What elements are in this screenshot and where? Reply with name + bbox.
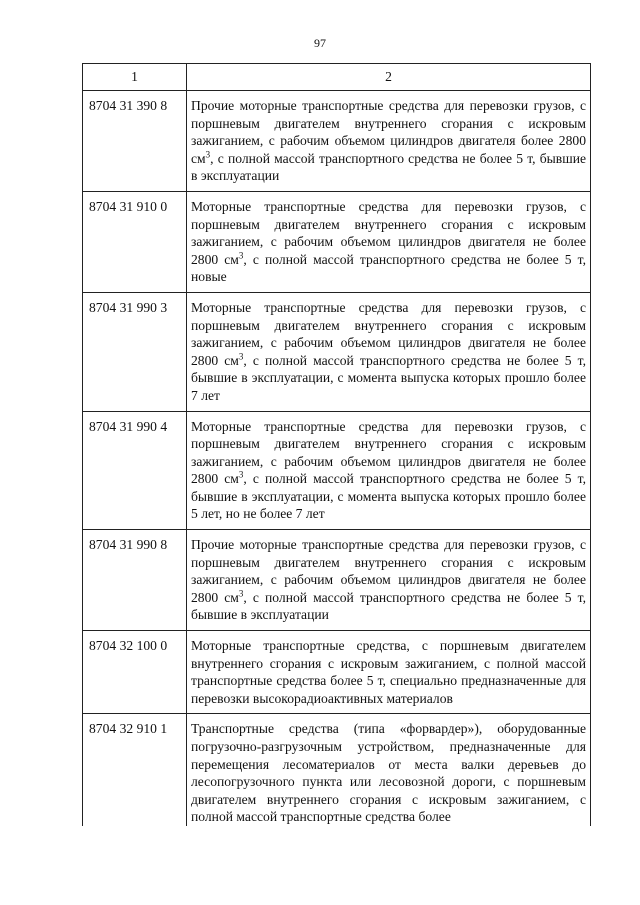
superscript: 3 [238, 351, 244, 362]
table-row [83, 411, 591, 530]
table-header-row [83, 64, 591, 91]
row-description [187, 292, 591, 411]
row-description-text: Моторные транспортные средства для перевозки грузов, с поршневым двигателем внутреннего сгорания с искровым зажиганием, с рабочим объемом цилиндров двигателя не более 2800 см [191, 198, 586, 267]
row-code: 8704 32 100 0 [83, 631, 187, 714]
page-number: 97 [314, 36, 326, 50]
row-code: 8704 31 990 3 [83, 292, 187, 411]
table-row [83, 91, 591, 192]
row-description [187, 714, 591, 826]
row-description-text-tail: , с полной массой транспортного средства не более 5 т, бывшие в эксплуатации [191, 150, 586, 184]
row-description-text: Моторные транспортные средства для перевозки грузов, с поршневым двигателем внутреннего сгорания с искровым зажиганием, с рабочим объемом цилиндров двигателя не более 2800 см [191, 299, 586, 368]
row-description [187, 191, 591, 292]
table-row [83, 631, 591, 714]
superscript: 3 [238, 250, 244, 261]
row-description [187, 91, 591, 192]
column-header-description: 2 [187, 64, 591, 91]
row-description-text: Прочие моторные транспортные средства для перевозки грузов, с поршневым двигателем внутреннего сгорания с искровым зажиганием, с рабочим объемом цилиндров двигателя более 2800 см [191, 98, 586, 166]
row-description [187, 411, 591, 530]
row-code: 8704 31 990 8 [83, 530, 187, 631]
row-code: 8704 31 990 4 [83, 411, 187, 530]
tariff-code-table [82, 63, 591, 826]
row-code: 8704 31 910 0 [83, 191, 187, 292]
row-description-text: Транспортные средства (типа «форвардер»), оборудованные погрузочно-разгрузочным устройством, предназначенные для перемещения лесоматериалов от места валки деревьев до лесопогрузочного пункта или лесовозной дороги, с поршневым двигателем внутреннего сгорания с искровым зажиганием, с полной массой транспортные средства более [191, 721, 586, 825]
row-code: 8704 32 910 1 [83, 714, 187, 826]
row-code: 8704 31 390 8 [83, 91, 187, 192]
row-description-text: Моторные транспортные средства, с поршневым двигателем внутреннего сгорания с искровым зажиганием, с полной массой транспортные средства более 5 т, специально предназначенные для перевозки высокорадиоактивных материалов [191, 638, 586, 706]
row-description [187, 530, 591, 631]
superscript: 3 [238, 588, 244, 599]
row-description-text-tail: , с полной массой транспортного средства не более 5 т, бывшие в эксплуатации [191, 589, 586, 623]
row-description-text: Моторные транспортные средства для перевозки грузов, с поршневым двигателем внутреннего сгорания с искровым зажиганием, с рабочим объемом цилиндров двигателя не более 2800 см [191, 418, 586, 487]
table-row [83, 714, 591, 826]
column-header-code: 1 [83, 64, 187, 91]
superscript: 3 [238, 469, 244, 480]
table-row [83, 530, 591, 631]
row-description-text-tail: , с полной массой транспортного средства не более 5 т, новые [191, 251, 586, 285]
row-description-text-tail: , с полной массой транспортного средства не более 5 т, бывшие в эксплуатации, с момента выпуска которых прошло более 7 лет [191, 352, 586, 403]
row-description-text-tail: , с полной массой транспортного средства не более 5 т, бывшие в эксплуатации, с момента выпуска которых прошло более 5 лет, но не более 7 лет [191, 471, 586, 522]
table-row [83, 191, 591, 292]
table-row [83, 292, 591, 411]
row-description [187, 631, 591, 714]
superscript: 3 [205, 149, 211, 160]
row-description-text: Прочие моторные транспортные средства для перевозки грузов, с поршневым двигателем внутреннего сгорания с искровым зажиганием, с рабочим объемом цилиндров двигателя не более 2800 см [191, 537, 586, 605]
